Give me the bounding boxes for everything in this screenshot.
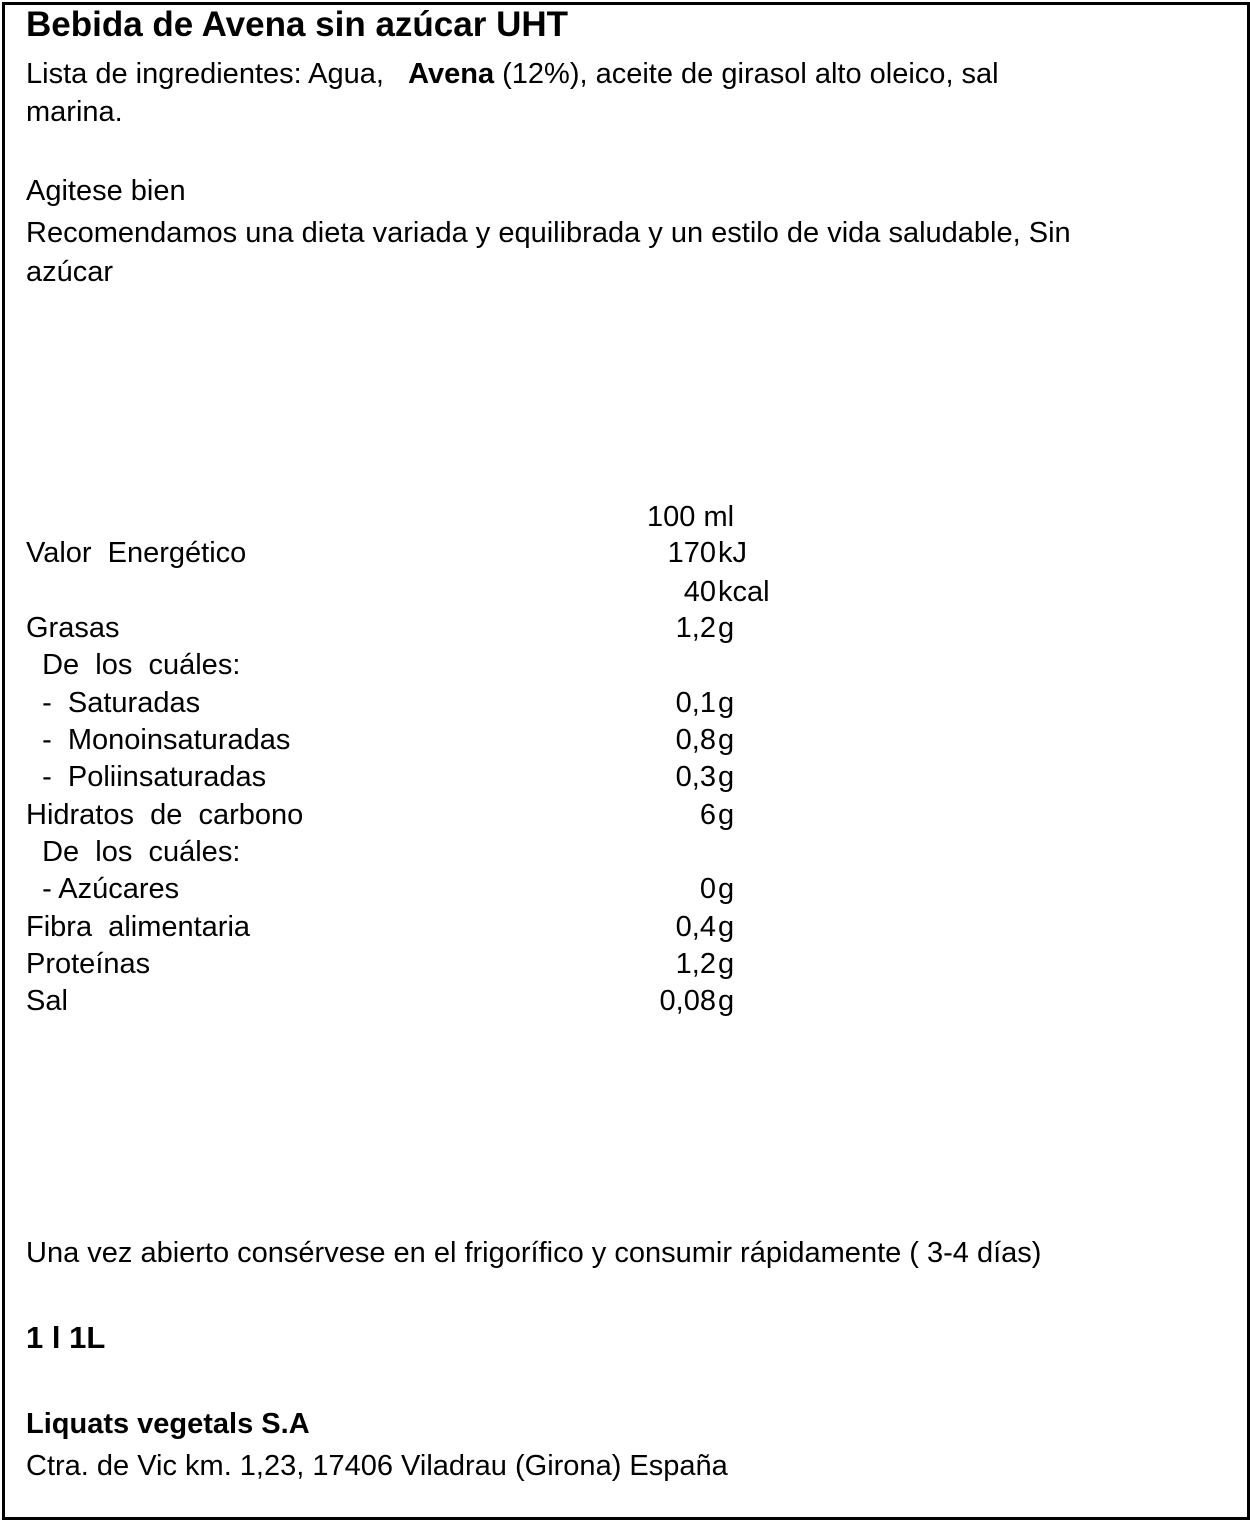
nutrient-value: 0,4 xyxy=(675,911,716,943)
nutrient-label: - Saturadas xyxy=(26,687,201,719)
nutrient-value: 0,3 xyxy=(675,761,716,793)
nutrient-label: - Poliinsaturadas xyxy=(26,761,267,793)
nutrient-label: De los cuáles: xyxy=(26,836,241,868)
nutrient-value: 0,08 xyxy=(659,985,716,1017)
nutrient-label: Grasas xyxy=(26,612,120,644)
ingredients-highlight: Avena xyxy=(408,58,495,90)
nutrient-value: 0,8 xyxy=(675,724,716,756)
nutrient-unit: g xyxy=(718,911,735,943)
nutrient-value: 40 xyxy=(683,576,716,608)
ingredients-line-1 xyxy=(26,57,999,91)
nutrient-label: - Azúcares xyxy=(26,873,180,905)
shake-instruction: Agitese bien xyxy=(26,175,186,207)
nutrient-label: Proteínas xyxy=(26,948,151,980)
nutrient-unit: kcal xyxy=(718,576,770,608)
nutrition-header: 100 ml xyxy=(647,501,735,533)
nutrient-unit: g xyxy=(718,724,735,756)
recommendation-line-2: azúcar xyxy=(26,256,114,288)
product-title: Bebida de Avena sin azúcar UHT xyxy=(26,5,569,44)
nutrient-value: 0 xyxy=(699,873,716,905)
net-quantity: 1 l 1L xyxy=(26,1320,106,1355)
nutrient-unit: g xyxy=(718,948,735,980)
nutrient-value: 1,2 xyxy=(675,948,716,980)
nutrient-value: 170 xyxy=(667,537,716,569)
nutrient-label: De los cuáles: xyxy=(26,649,241,681)
nutrient-value: 6 xyxy=(699,799,716,831)
nutrient-label: Fibra alimentaria xyxy=(26,911,251,943)
nutrient-unit: kJ xyxy=(718,537,747,569)
nutrient-value: 1,2 xyxy=(675,612,716,644)
ingredients-line-2: marina. xyxy=(26,96,123,128)
nutrient-label: - Monoinsaturadas xyxy=(26,724,291,756)
ingredients-rest: (12%), aceite de girasol alto oleico, sal xyxy=(502,58,999,90)
nutrient-label: Sal xyxy=(26,985,68,1017)
nutrient-unit: g xyxy=(718,799,735,831)
storage-instruction: Una vez abierto consérvese en el frigorífico y consumir rápidamente ( 3-4 días) xyxy=(26,1237,1042,1269)
nutrient-unit: g xyxy=(718,985,735,1017)
manufacturer-name: Liquats vegetals S.A xyxy=(26,1408,310,1440)
ingredients-label: Lista de ingredientes: Agua, xyxy=(26,58,384,90)
nutrient-value: 0,1 xyxy=(675,687,716,719)
nutrient-unit: g xyxy=(718,761,735,793)
nutrient-label: Hidratos de carbono xyxy=(26,799,304,831)
nutrient-unit: g xyxy=(718,873,735,905)
nutrient-label: Valor Energético xyxy=(26,537,247,569)
manufacturer-address: Ctra. de Vic km. 1,23, 17406 Viladrau (Girona) España xyxy=(26,1450,728,1482)
nutrient-unit: g xyxy=(718,612,735,644)
nutrient-unit: g xyxy=(718,687,735,719)
recommendation-line-1: Recomendamos una dieta variada y equilibrada y un estilo de vida saludable, Sin xyxy=(26,217,1071,249)
